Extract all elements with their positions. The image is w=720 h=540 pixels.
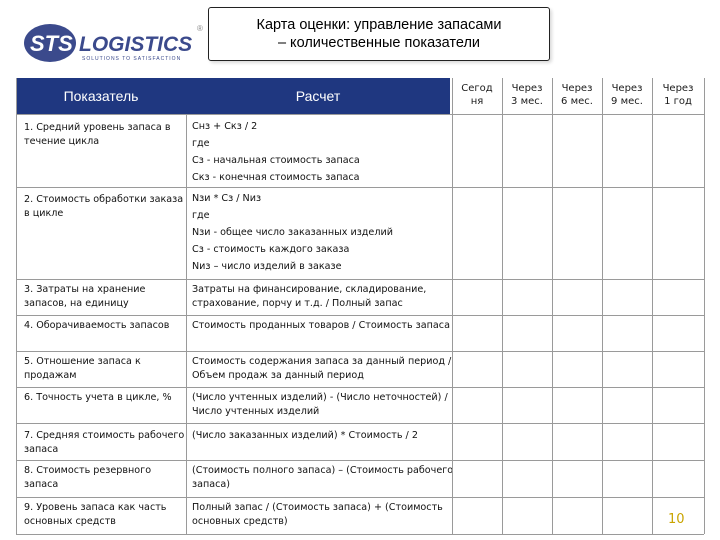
period-line: ня (470, 96, 484, 107)
title-line-2: – количественные показатели (277, 35, 481, 51)
svg-text:LOGISTICS: LOGISTICS (79, 33, 193, 56)
title-line-1: Карта оценки: управление запасами (256, 17, 502, 33)
calc-line: где (192, 138, 210, 149)
period-line: 1 год (664, 96, 692, 107)
page-number: 10 (668, 512, 685, 527)
row-indicator: 6. Точность учета в цикле, % (24, 392, 172, 403)
row-indicator: 5. Отношение запаса к продажам (24, 356, 141, 381)
row-indicator: 4. Оборачиваемость запасов (24, 320, 170, 331)
row-indicator: 7. Средняя стоимость рабочего запаса (24, 430, 185, 455)
calc-line: Снз + Скз / 2 (192, 121, 258, 132)
header-period-today (452, 82, 502, 108)
row-indicator: 2. Стоимость обработки заказа в цикле (24, 194, 184, 219)
calc-line: Сз - начальная стоимость запаса (192, 155, 360, 166)
grid-line (704, 78, 705, 534)
table-row (16, 114, 704, 188)
row-calc: (Число заказанных изделий) * Стоимость / 2 (192, 430, 418, 441)
calc-line: Nзи - общее число заказанных изделий (192, 227, 393, 238)
header-indicator: Показатель (63, 88, 139, 104)
table-row (16, 352, 704, 388)
table-row (16, 461, 704, 498)
row-calc: Затраты на финансирование, складирование, страхование, порчу и т.д. / Полный запас (192, 284, 427, 309)
grid-line (502, 78, 503, 534)
calc-line: где (192, 210, 210, 221)
row-indicator: 1. Средний уровень запаса в течение цикла (24, 122, 171, 147)
table-row (16, 316, 704, 352)
period-line: Через (511, 83, 543, 94)
period-line: Через (561, 83, 593, 94)
header-period-6m (552, 82, 602, 108)
row-calc: Стоимость содержания запаса за данный период / Объем продаж за данный период (192, 356, 452, 381)
svg-text:STS: STS (30, 31, 73, 56)
period-line: Сегод (461, 83, 493, 94)
table-row (16, 187, 704, 280)
row-calc (192, 190, 454, 275)
calc-line: Скз - конечная стоимость запаса (192, 172, 360, 183)
row-indicator: 3. Затраты на хранение запасов, на единицу (24, 284, 146, 309)
grid-line (652, 78, 653, 534)
row-indicator: 8. Стоимость резервного запаса (24, 465, 152, 490)
grid-line (602, 78, 603, 534)
period-line: Через (611, 83, 643, 94)
row-calc: Стоимость проданных товаров / Стоимость запаса (192, 320, 450, 331)
period-line: 9 мес. (611, 96, 643, 107)
header-calc: Расчет (295, 88, 341, 104)
table-row (16, 280, 704, 316)
logo-tagline: SOLUTIONS TO SATISFACTION (82, 56, 182, 62)
header-period-9m (602, 82, 652, 108)
grid-line (16, 78, 17, 534)
period-line: Через (662, 83, 694, 94)
grid-line (452, 78, 453, 534)
table-row (16, 498, 704, 535)
registered-mark: ® (197, 24, 203, 33)
row-calc: (Число учтенных изделий) - (Число неточностей) / Число учтенных изделий (192, 392, 448, 417)
header-period-1y (652, 82, 704, 108)
row-calc: (Стоимость полного запаса) – (Стоимость рабочего запаса) (192, 465, 454, 490)
period-line: 3 мес. (511, 96, 543, 107)
calc-line: Nиз – число изделий в заказе (192, 261, 342, 272)
calc-line: Nзи * Сз / Nиз (192, 193, 262, 204)
table-row (16, 388, 704, 424)
calc-line: Сз - стоимость каждого заказа (192, 244, 350, 255)
row-calc: Полный запас / (Стоимость запаса) + (Стоимость основных средств) (192, 502, 443, 527)
header-period-3m (502, 82, 552, 108)
table-row (16, 424, 704, 461)
grid-line (552, 78, 553, 534)
grid-line (186, 114, 187, 534)
row-calc (192, 118, 454, 186)
sts-logistics-logo (22, 20, 212, 70)
row-indicator: 9. Уровень запаса как часть основных средств (24, 502, 167, 527)
period-line: 6 мес. (561, 96, 593, 107)
slide-title (208, 7, 550, 61)
